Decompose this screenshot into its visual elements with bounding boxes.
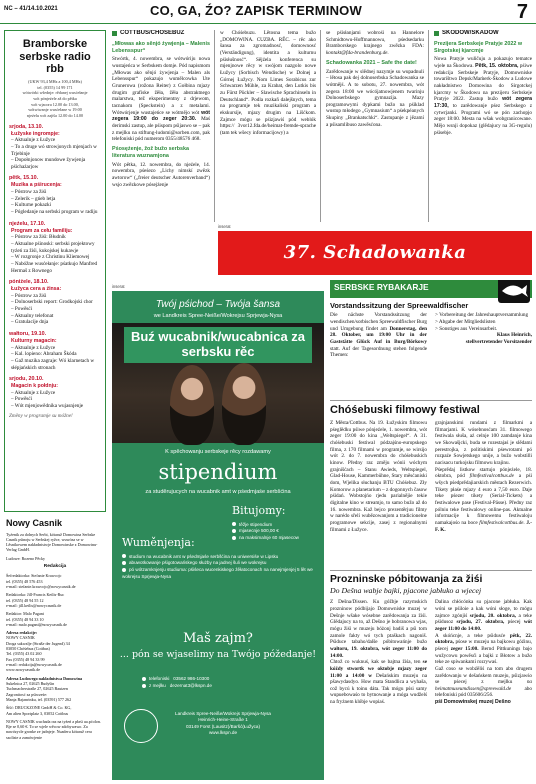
advert-condition-text: studium na wucabnik amt w pśedmjaśe serbšćina na uniwersiśe w Lipsku — [129, 553, 279, 559]
impressum-footnote: NOWY CASNIK wuchada raz na tyźeń a płaśi ua.pćolon. Bje se 0,60 €. To se wjele wěcow zdobywawo. Za nawózycle gronke ze jadnjeje. Nuaderu kótaruž cera szoliste a zamówjenie — [6, 718, 101, 740]
impressum-redaction-heading: Redakcija — [43, 564, 67, 570]
section-heading — [112, 30, 210, 38]
advert-line: K spěchowanju serbskeje rěcy rozdawamy — [165, 449, 271, 455]
radio-day — [9, 279, 101, 326]
article-paragraph: Zarědowanje w slědnej nazymje su wupadnuli – lětosa pak dej dolnoserbska Schadowanka se wótmějś. A to sobotu, 27. nowembra, wót zegera 18:00 we wócójatnowjenem twarinju Dolnoserbskego gymnazija. Mazy programowymi dypkami bužo na pśiklad wustup młodego „Gymnasium“ a pśekpéanych Skupiny „Brankatschki“. Zastupanje z jězamí a pśisamlibuso zawěsćona. — [326, 68, 424, 128]
bullet-icon — [122, 568, 126, 572]
section-label: COTTBUS/CHÓŚEBUZ — [120, 30, 185, 36]
radio-program-item: – Kulturne pokazki — [11, 202, 52, 209]
article-text: pśiwe redakcija Serbskeje Pratyje, Domowniske towarištwo Depsk/Maḿerk-Škodow a Ludowe nakładnistwo Domowina do Sirgotckej kjarcmy w Škodowu na prezijeru Serbskeje Pratyje 2022. Zastup bužo — [434, 63, 532, 103]
advert-contact-row — [142, 675, 302, 682]
article-text: Z Dešna/Dissen. Ku góžbje razymskich prozninow pódbijajo Domowniske muzej w Dešnje wšake wósebne zarědowanja za žiśi. Glědajucy na to, až Dešno je bobranowa wjas, mógu žiśi w muzeju bóżonj badiš a pśi torn zamole fakty wó tych ptaškach nagoniš. Pśiduce tabaho/dalše póbitowańnje bužo — [330, 599, 427, 646]
page-title: CO, GA, ŹO? ZAPISK TERMINOW — [150, 3, 362, 18]
impressum-redaction-1 — [6, 573, 104, 589]
article-paragraph: w Chóśebuzu. Lětosna tema bužo „DOMOWINA. CUZBA. RĚC. – rěc ako šansa za zgromadnosć, domownosć (Verständigung), identita a kulturnu pśisłušnosć“. Sějźela konferenca su mjenjnowe rěcy w swójom nazgolo nowe Łužycy (Sorbisch Wendische) w Dolnej a Górnej Łužycy. Nom Limes Sorabicus zur Schwarzen Mühle, za Krabat, den Lutkis bis zu Fürst Pückler – Slawische Sprachinseln in Deutschland“. Podla rozkaň dalejšnych, tema na programje tek muzikaliski program a ekskursije, mjazy drugim na Lišćkom. Zajmce mógu se pśizjawiś pód weblók https:// 3vor12.fda.de/heimat-fremde-sprache (tam tek wšecy informacijowy) a — [220, 30, 316, 136]
advert-offer-text: těžje stipendium — [239, 521, 273, 527]
fish-icon — [498, 280, 530, 303]
article-headline: Pśosężenje, žož bužo serbska literatura wuznamjona — [112, 146, 189, 159]
article-cottbus-cont — [214, 30, 316, 222]
impressum-line: Droga sakwalje (Straße der Jugend) 34 — [6, 640, 70, 646]
article-paragraph — [435, 467, 532, 534]
article-text: pśecej — [507, 619, 521, 626]
impressum-redaction-3 — [6, 611, 104, 627]
advert-offer-text: mjasecnje 500,00 € — [239, 528, 279, 534]
article-paragraph — [435, 666, 532, 699]
county-coat-of-arms-icon — [124, 709, 158, 743]
page-header — [0, 0, 536, 24]
impressum-line: NOWY CASNIK — [6, 635, 35, 641]
radio-program-item: Magacin k połdnju: — [11, 383, 58, 390]
article-skadow — [428, 30, 532, 222]
advert-condition-item — [122, 567, 318, 581]
article-text: Dešańskim muzeju na pšawydasdyo. How mata Standlica a wyhaša, což bycú k toinu dáta. Tak mógu pśsi samy wupuebowaśo to bytnowanje a móga wudželś na fryżnem klóbje wopiaś. — [330, 672, 428, 706]
impressum-line: Sukelnica 27, 02625 Budyšin — [6, 680, 55, 686]
article-paragraph: grajnjanskimi rundami z filmarkmi a filmarjami. K wósebnosćam 31. filmowego festiwala słuša, aż celnje 100 zamdanje kina we Skowašjcki, buda se rozestajaś je slědami perestrojka, z politiskimi pśewrotami pó rozpaźe Sowjetskego unije, a bužo wobstilli nacisacu turkojsku filmowu krajinu. — [435, 420, 532, 467]
advert-conditions-heading: Wuměnjenja: — [122, 536, 195, 549]
radio-day-label: wałtoru, 19.10. — [9, 331, 47, 337]
impressum-line: Zagronitosć za pśiwześe: — [6, 691, 48, 697]
radio-title: Bramborske serbske radio rbb — [19, 38, 91, 76]
impressum-line: Adresa redakcije: — [6, 630, 38, 636]
article-emphasis: wót zegera 19:00 do zeger 20:30. — [112, 109, 210, 123]
advert-contact-label: z mejlku — [149, 683, 166, 689]
mail-icon — [142, 684, 146, 688]
radio-hours-1: wótwórki wšednje: rědanej wusćełanje — [22, 90, 88, 96]
phone-icon — [142, 677, 146, 681]
impressum-line: Manja Bajanrinku, tel. (03591) 577 262 — [6, 696, 72, 702]
impressum — [4, 516, 106, 782]
radio-program-item: – Póstrow za žiśi: Błudnik — [11, 234, 66, 241]
section-square-icon — [112, 31, 117, 36]
radio-program-item: Kulturny magacin: — [11, 337, 57, 344]
impressum-line: Śišć: DRUCKZONE GmbH & Co. KG, — [6, 705, 72, 711]
article-emphasis: Donnerstag, den 28. Oktober, um 19:00 Uhr in der Gaststätte Glück Auf in Burg/Börkowy — [330, 325, 427, 346]
radio-program-item: – Dolnoserbski report: Grodkojski chor — [11, 299, 93, 306]
article-text: to zarědowanje pśez Serbskego z cytwrjanki. Programi wó se pón zachopjo zeger 18:00. Mesta na wšak wobgranicowane. Mějo wsnji dopokaz (glědajucy na 3G-regulu) pśisebje. — [434, 103, 532, 136]
advert-question: Maš zajm? — [183, 631, 253, 646]
article-text: Die nächste Vorstandssitzung der wendischen/sorbischen Spreewaldfischer Burg und Umgebung findet am — [330, 312, 427, 332]
radio-program-item: – Dopołnjonow mundowe žywjenja pśichaźarjow — [11, 157, 86, 170]
advert-phone[interactable]: 03562 986-10300 — [173, 676, 210, 681]
article-emphasis: se kóždy stwortk we oktobje mjazy zeger 11:00 a 14:00 w — [330, 659, 427, 679]
article-text: Pśeprědaj listkow startujo pónjeźele, 18. oktobra, pód — [435, 466, 532, 480]
impressum-line: www.nowycasnik.de — [6, 667, 41, 673]
article-paragraph — [330, 659, 427, 706]
radio-day-label: njeźelu, 17.10. — [9, 220, 46, 227]
radio-hours-3: wót wjacora 12.00 do 13.00, — [31, 101, 79, 107]
article-signature: pśi Domowinskej muzej Dešno — [435, 699, 511, 706]
advert-invitation: ... pón se wjaselimy na Twójo póžedanje! — [119, 649, 317, 660]
article-cottbus — [112, 30, 210, 282]
article-text: a pśi wšych pśedprědajiarskich městach Rezerwich. Tikety płaśe mjazy 4 euro a 7,50 euro. Daje teke pśezer tikety (Serial-Tickets) a festiwalowe pase (Festival-Pässe). Předny raz pólniu teke festiwalowy online-pas. Aktualne informacije k filmowemu festiwaloju namakajośo na boce — [435, 473, 532, 526]
section-bar-label: SERBSKE RYBAKARJE — [334, 282, 429, 292]
advert-region: we Landkreis Spree-Neiße/Wokrejsu Sprjewja-Nysa — [153, 313, 283, 319]
article-emphasis: srjodu, 27. oktobra, — [456, 619, 505, 626]
impressum-line: Šefredaktorka: Stefanie Krawcojc — [6, 573, 62, 579]
impressum-address — [6, 630, 104, 673]
impressum-line: tel. (0355) 48 576 453 — [6, 578, 43, 584]
article-paragraph — [434, 56, 532, 136]
radio-program-item: – Kal. lopieno: Abraham Škóda — [11, 351, 77, 358]
person-left — [170, 365, 214, 445]
article-body — [330, 312, 532, 359]
impressum-publisher-address — [6, 676, 104, 703]
article-emphasis: wałtoru, 19. oktobra, wót zeger 11:00 do 14:00. — [330, 645, 427, 659]
impressum-title: Nowy Casnik — [6, 518, 63, 528]
radio-day-label: pětk, 15.10. — [9, 175, 39, 182]
article-fishermen — [330, 280, 532, 398]
radio-hours-5: njeźelu wót zajtša 12.00 do 14.00 — [26, 112, 84, 118]
radio-day-label: srjoda, 13.10. — [9, 123, 44, 130]
radio-program-item: – W rozgronje z Christinu Kliemowej — [11, 254, 90, 261]
article-paragraph — [326, 30, 424, 57]
impressum-line: e-mail: stefanie.krawcojc@nowycasnik.de — [6, 583, 76, 589]
advert-label: inserat — [112, 284, 125, 289]
article-emphasis: Pětk, 15. oktobra, — [475, 63, 519, 70]
impressum-intro: Tyźenik za dolnych Serbi, kótaruž Domowina Serbske Casnik pśinoju w Serbskej ryžce, wuwóza se w Lěsnikowem nakładnistwje Domowinske z Domowinu-Verlag GmbH. — [6, 531, 98, 553]
advert-condition-text: abuwotkowanje pśigotowańskego służby na jadnej šuli we wokrejsu — [129, 560, 267, 566]
article-text: Maś derimski zastup, ale pśispom pśijaswo se – pak z mejlku na stiftung-ludomi@sorben.com, pak telefoniski pód numerom 0355/48576 468. — [112, 116, 210, 143]
impressum-redaction-2 — [6, 592, 104, 608]
article-headline: Prezijera Serbskeje Pratyje 2022 w Sirgotskej kjarcmje — [434, 40, 523, 54]
article-text: Dalina chłócónka su pjacone jabłuka. Kak wóni se pśiloie a kak wóni słoge, to mógu zajmce zgónjiś — [435, 599, 532, 619]
advert-stipendium: stipendium — [158, 460, 278, 484]
stipend-advert[interactable] — [112, 291, 324, 780]
article-author: J.-F. K. — [435, 519, 532, 533]
radio-program-item: Łužyca cera a źinsa: — [11, 286, 62, 293]
impressum-line: 03050 Chóśebuz (Cottbus) — [6, 646, 50, 652]
advert-line: za studěrujucych na wucabnik amt w pśedmjaśe serbšćina — [145, 489, 291, 495]
advert-headline-banner: Buź wucabnik/wucabnica za serbsku rěc — [124, 327, 312, 363]
radio-frequency-1: (UKW 93,4 MHz a 100,4 MHz) — [28, 78, 82, 84]
article-text: statt. Auf der Tagesordnung stehen folgende Themen: — [330, 345, 427, 359]
article-link[interactable]: na heimatmuseumdissen@spreewald.de — [435, 679, 532, 692]
advert-contact — [142, 675, 302, 690]
impressum-line: Fax (0355) 48 94 33 99 — [6, 656, 45, 662]
advert-condition-item — [122, 554, 318, 561]
radio-program-item: – Zelerik – gńeb letja — [11, 195, 56, 202]
article-subheadline: Do Dešna wabje bajki, pjacone jabłuko a wjecej — [330, 586, 482, 596]
advert-email[interactable]: dezernat3@lkspn.de — [169, 683, 212, 689]
advert-website[interactable]: www.lkspn.de — [208, 730, 238, 736]
article-author: Klaus Heinrich, — [496, 332, 532, 339]
advert-offer-heading: Bitujomy: — [232, 504, 286, 517]
article-headline: Schadowanka 2021 – Safe the date! — [326, 59, 417, 66]
advert-address-line: Landkreis Spree-Neiße/Wokrejs Sprjewja-Nysa — [175, 711, 271, 716]
article-text: Gaž coso se wobźěliś na tom abo drugem zarědowanju w dešańskem muzeju, pśizjawśo se pśecej z mejlku — [435, 665, 532, 686]
article-paragraph: Wót pětka, 12. nowembra, do njeźele, 14. nowembra, pśeśezo „Lichy nimskí zwězk awtorow“ („freier deutscher Autorenverband“) wsjo zwězkowe pósejźenje — [112, 161, 210, 188]
article-author-role: stellvertretender Vorsitzender — [465, 339, 532, 346]
article-text: A skóńcnje, a teke pśidusće — [435, 632, 506, 639]
article-headline: Chóśebuski filmowy festiwal — [330, 404, 480, 416]
article-headline: Vorstandssitzung der Spreewaldfischer — [330, 301, 469, 310]
article-holiday-offers — [330, 570, 532, 782]
impressum-line: Redaktor: Malo Pagani — [6, 611, 44, 617]
article-emphasis: pětk, 22. oktobra, — [435, 632, 532, 646]
article-paragraph — [435, 633, 532, 666]
advert-address — [168, 711, 278, 737]
section-label: ŠKODOW/SKADOW — [442, 30, 499, 36]
radio-day — [9, 124, 101, 171]
radio-program-item: – Aktualnje z Łužyce — [11, 389, 56, 396]
bullet-icon — [232, 529, 236, 533]
section-square-icon — [434, 31, 439, 36]
article-text: a teke pśidusoz — [435, 612, 532, 626]
schadowanka-banner[interactable] — [218, 231, 532, 275]
impressum-line: Am alten Sportplatz 3, 03052 Cottbus — [6, 710, 69, 716]
impressum-line: e-mail: jill.ketlis@nowycasnik.de — [6, 602, 62, 608]
advert-slogan: Twój pśichod – Twója šansa — [155, 299, 281, 310]
radio-phone: tel. (0355) 14 99 171 — [37, 84, 73, 90]
article-text: Nowa Pratyje wuličuju a pokazujo tematce wjele na Škodowa. — [434, 56, 532, 70]
radio-program-item: – Aktualny telefonat — [11, 312, 54, 319]
article-link[interactable]: filmfestivalcottbus.de. — [479, 519, 525, 526]
radio-program-item: Muzika a pśirucenja: — [11, 182, 62, 189]
impressum-print — [6, 705, 104, 716]
radio-program-item: – Powěsći — [11, 306, 33, 313]
article-text: Chtož co wuknuś, kak se bajtna žiśa, ten — [330, 659, 421, 666]
radio-program-item: Program za cełu familiju: — [11, 227, 73, 234]
advert-condition-item — [122, 560, 318, 567]
advert-contact-row — [142, 682, 302, 689]
radio-hours-2: wót pónjeźele až do pětka — [33, 95, 77, 101]
advert-label: inserat — [218, 224, 231, 229]
radio-day — [9, 221, 101, 275]
impressum-line: Tuchmacherstraße 27, 02625 Bautzen — [6, 686, 68, 692]
bullet-icon — [122, 561, 126, 565]
radio-program-item: – Pógledanje na serbski program w radiju — [11, 209, 98, 215]
impressum-line: tel. (0355) 48 94 33 10 — [6, 616, 44, 622]
schadowanka-banner-text: 37. Schadowanka — [283, 242, 467, 264]
radio-program-item: – Gaž muzika zagraje: Wó klarnetach w słépjańskich stronach — [11, 357, 95, 371]
article-text: pśose w muzeju na bajkowu góźinu, pśecej — [435, 639, 532, 652]
radio-program-item: – Póstrow za žiśi — [11, 292, 47, 299]
article-headline: „Młowas ako sěnjó żywjenja – Malenis Lebensspur“ — [112, 40, 210, 54]
bullet-icon — [232, 522, 236, 526]
article-film-festival — [330, 400, 532, 568]
article-headline: Prozninske póbitowanja za žiśi — [330, 574, 483, 585]
article-list-item: > Abgabe der Mitgliedslisten — [435, 319, 496, 326]
fish-icon-graphic — [498, 280, 530, 303]
radio-day-label: srjodu, 20.10. — [9, 376, 44, 383]
advert-condition-text: pó wótzamknjenju studiuma: pśiśeca wucenkiskego źěłatoconach na nanejmjenjej 5 lět we wokrejsu Sprjewja-Nysa — [122, 567, 313, 580]
radio-program-item: – Nabóžne wusćełanje: pśatkujo Manfred Hermaš z Rownego — [11, 260, 98, 274]
article-paragraph — [330, 599, 427, 659]
bullet-icon — [122, 554, 126, 558]
person-right — [222, 363, 266, 445]
advert-contact-label: telefoniski — [149, 676, 170, 681]
article-text: Stwórtk, 4. nowembra, se wótwóriju nowa wustajeńca w Serbskem domje. Pód napismom „Młowas ako sěnjó żywjenja – Malen als Lebensspur“ pokazujo wumělcowka Ute Grunerowa (rožona Reiter) z Gołbina mjazy drugim grafiske žěła, žěła abstraktnego malarstwa, tež eksperimentny z drjewom, tacnakom (Speckstein) a z metalami. Wótwórjenje wustajeńce se wótmějo wót — [112, 56, 210, 116]
radio-program-item: – Gratulacije dnja — [11, 319, 49, 326]
article-emphasis: srjodu, 20. oktobra, — [469, 612, 516, 619]
article-link[interactable]: kontakt@fda-brandenburg.de. — [326, 49, 389, 56]
page-number: 7 — [516, 1, 528, 23]
radio-program-item: – Aktualne pśinoski: serbski projektowy tyźeń za žiśi, kukojskej kukawje — [11, 240, 95, 254]
radio-program-item: – To a druge wó strowjonych mjenjach w Trjebinje — [11, 143, 97, 157]
article-text: abo telefoniski pód 035606/256. — [435, 685, 532, 699]
article-text: se pśisłanjami wobrośi na Hannelore Schmidtowu-Hoffmannowu, pśedsedarku Bramborskego krajnego zwězka FDA: — [326, 30, 424, 50]
article-paragraph: Z Města/Cottbus. Na 19. Łužyskim filmowu pśeglědku pśiwe pónjeźele, 1. nowembra, wót zeger 19:00 do kina „Weltspiegel“. A 31. chóśebuski festiwal pódzajśno-europskego filma, z 170 filmami w programje, se wirsijo wót 2. do 7. nowembra do chóśebuskich kinow. Předny raz změju wónii wóchym grajnišćach – Stanu Awieds, Weltspiegel, Glad-House, Kammerbühne, Stary měsćaniski dom, Wjelika słuchanju BTU Chóśebuz. Zły Komorow a planetarium – z dogonnych časow pśidań. Wobstojńo rjedu parialnějie tekie digitalne kino w streamjo, to samo bužo až do 16. nowembra. Kaž bejco prezentěrjuu filmy w narédo sřelí wubězowanjom a tradicionelne programowe sekcije, zasej z regionalnymi filmami z Łužyce. — [330, 420, 427, 533]
article-signature — [435, 332, 532, 345]
radio-program-item: – Póstrow za žiśi — [11, 189, 47, 196]
article-paragraph — [112, 56, 210, 143]
radio-day-label: póniźele, 18.10. — [9, 279, 49, 286]
article-emphasis: wót zeger 11:00 do 14:00. — [435, 619, 532, 632]
advert-conditions — [122, 535, 318, 581]
section-bar — [330, 280, 532, 298]
radio-day — [9, 175, 101, 215]
article-body — [330, 420, 532, 533]
article-paragraph — [435, 599, 532, 632]
article-body — [330, 599, 532, 706]
radio-program-item: – Powěsći — [11, 396, 33, 403]
radio-day — [9, 376, 101, 410]
section-heading — [434, 30, 532, 38]
article-paragraph — [330, 312, 427, 359]
advert-offer-item — [232, 522, 318, 529]
article-emphasis: zeger 15:00. — [450, 645, 479, 652]
advert-offer-text: na maksimalnje 60 mjasecow — [239, 535, 299, 541]
radio-hours-4: wótwiwanje wusćełane w 19:00 — [28, 107, 82, 113]
article-schadowanka — [320, 30, 424, 222]
radio-changes-note: Změny w programje su móžne! — [9, 412, 73, 419]
impressum-line: Tel. (0355) 43 02 260 — [6, 651, 42, 657]
article-list-item: > Vorbereitung der Jahreshauptversammlung — [435, 312, 529, 319]
advert-address-line: 03149 Forst (Lausitz)/Baršć(Łužyca) — [185, 723, 261, 729]
impressum-publisher: Ludowe: Rozeno Pěcky — [6, 555, 46, 561]
impressum-line: e-mail: redakcija@nowycasnik.de — [6, 662, 62, 667]
article-emphasis: wót zegera 17:30, — [434, 96, 532, 110]
radio-program-item: – Wót mjenjowědnika wujasnjenje — [11, 403, 84, 410]
impressum-line: tel. (0355) 48 94 55 12 — [6, 597, 44, 603]
article-text: Bernd Pittkunings bajo wužycowu powěsći a bajki z Błotow a bužo teke ze spiwankami rozrywaś. — [435, 645, 532, 666]
radio-program-item: Łužyske ingrompje: — [11, 130, 60, 137]
radio-program-item: – Aktualnje z Łužyce — [11, 344, 56, 351]
impressum-line: Adresa Ludowego nakładnistwa Domowina — [6, 675, 83, 681]
article-list-item: > Sonstiges aus Vereinsarbeit. — [435, 325, 498, 332]
radio-day — [9, 331, 101, 371]
radio-program-box — [4, 30, 106, 512]
impressum-line: e-mail: malo.pagani@nowycasnik.de — [6, 621, 67, 627]
advert-address-line: Heinrich-Heine-Straße 1 — [198, 717, 248, 723]
impressum-line: Redaktorka: Jill-Francis Ketlis-Ruc — [6, 592, 65, 598]
article-link[interactable]: filmfestivalcottbus.de — [469, 473, 514, 480]
radio-program-item: – Aktualnje z Łužyce — [11, 137, 56, 144]
issue-label: NC – 41/14.10.2021 — [4, 6, 58, 12]
